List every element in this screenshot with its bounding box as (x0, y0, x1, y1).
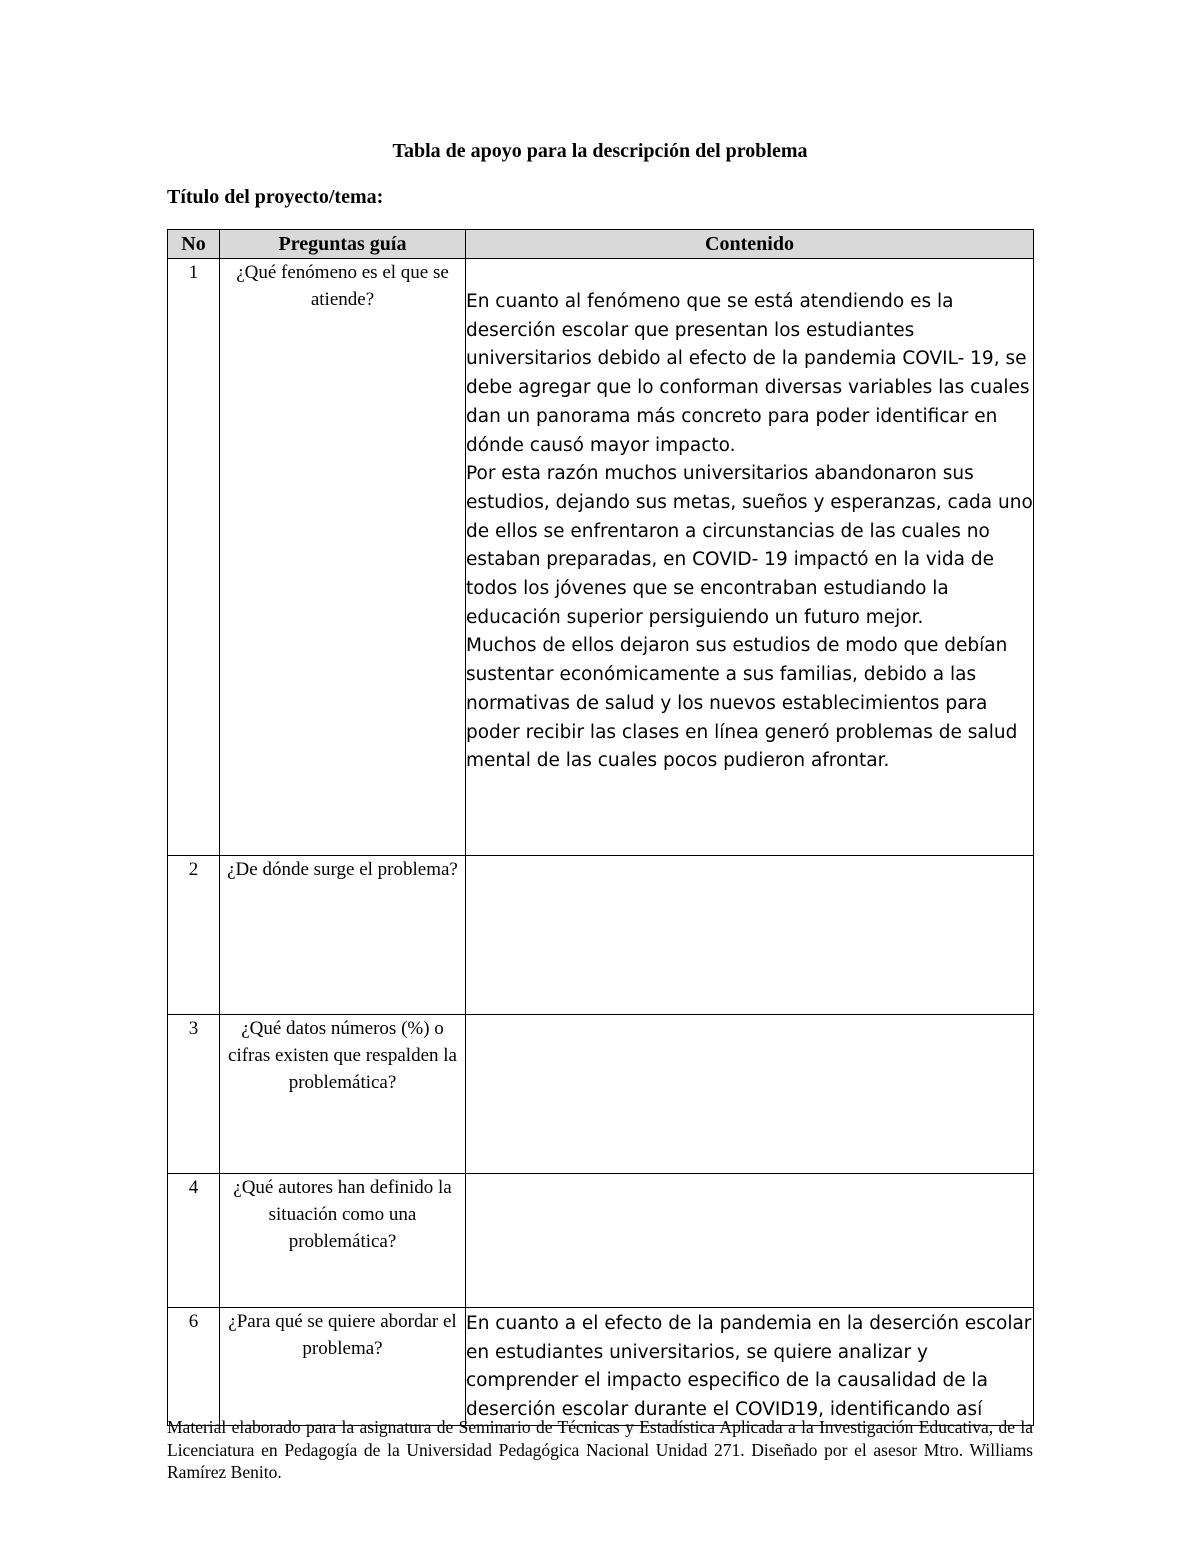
table-row (168, 856, 1034, 1015)
row-number: 2 (168, 856, 220, 1015)
row-question: ¿Qué datos números (%) o cifras existen que respalden la problemática? (220, 1015, 466, 1174)
table-row (168, 1015, 1034, 1174)
row-number: 6 (168, 1308, 220, 1426)
row-content (466, 1015, 1034, 1174)
row-question: ¿Qué fenómeno es el que se atiende? (220, 259, 466, 856)
row-question: ¿Qué autores han definido la situación como una problemática? (220, 1174, 466, 1308)
project-title-label: Título del proyecto/tema: (167, 186, 384, 208)
row-content (466, 1174, 1034, 1308)
row-content (466, 1308, 1034, 1426)
row-number: 3 (168, 1015, 220, 1174)
row-content (466, 259, 1034, 856)
table-row (168, 1174, 1034, 1308)
header-no: No (168, 230, 220, 259)
header-questions: Preguntas guía (220, 230, 466, 259)
guide-questions-table (167, 229, 1034, 1426)
row-question: ¿De dónde surge el problema? (220, 856, 466, 1015)
content-paragraph: En cuanto al fenómeno que se está atendiendo es la deserción escolar que presentan los estudiantes universitarios debido al efecto de la pandemia COVIL- 19, se debe agregar que lo conforman diversas variables las cuales dan un panorama más concreto para poder identificar en dónde causó mayor impacto. (466, 291, 1030, 456)
footer-note: Material elaborado para la asignatura de Seminario de Técnicas y Estadística Aplicada a la Investigación Educativa, de la Licenciatura en Pedagogía de la Universidad Pedagógica Nacional Unidad 271. Diseñado por el asesor Mtro. Williams Ramírez Benito. (167, 1417, 1033, 1482)
content-paragraph: Por esta razón muchos universitarios abandonaron sus estudios, dejando sus metas, sueños y esperanzas, cada uno de ellos se enfrentaron a circunstancias de las cuales no estaban preparadas, en COVID- 19 impactó en la vida de todos los jóvenes que se encontraban estudiando la educación superior persiguiendo un futuro mejor. (466, 463, 1033, 628)
row-question: ¿Para qué se quiere abordar el problema? (220, 1308, 466, 1426)
table-row (168, 1308, 1034, 1426)
document-title: Tabla de apoyo para la descripción del problema (392, 140, 808, 162)
content-paragraph: En cuanto a el efecto de la pandemia en la deserción escolar en estudiantes universitarios, se quiere analizar y comprender el impacto especifico de la causalidad de la deserción escolar durante el COVID19, identificando así (466, 1313, 1032, 1421)
row-number: 1 (168, 259, 220, 856)
content-paragraph: Muchos de ellos dejaron sus estudios de modo que debían sustentar económicamente a sus familias, debido a las normativas de salud y los nuevos establecimientos para poder recibir las clases en línea generó problemas de salud mental de las cuales pocos pudieron afrontar. (466, 635, 1018, 772)
header-content: Contenido (466, 230, 1034, 259)
table-row (168, 259, 1034, 856)
row-number: 4 (168, 1174, 220, 1308)
row-content (466, 856, 1034, 1015)
table-header-row (168, 230, 1034, 259)
